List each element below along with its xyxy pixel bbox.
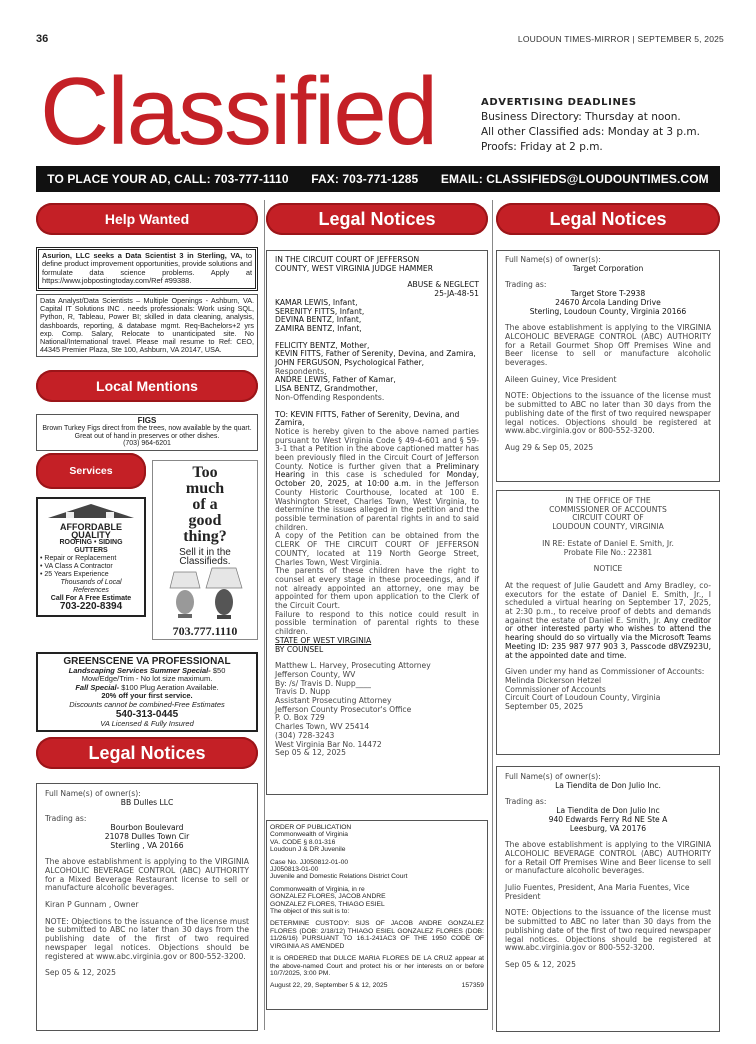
roofing-affordable: AFFORDABLE [60,522,122,532]
order-body: It is ORDERED that DULCE MARIA FLORES DE LA CRUZ appear at the above-named Court and protect his or her interests on or before 10/7/2025, 3:00 PM. [270,955,484,977]
roofing-gutters: GUTTERS [74,547,108,554]
trading-address: 24670 Arcola Landing Drive [555,297,661,307]
advertising-deadlines [481,95,700,155]
notice-signature: Aileen Guiney, Vice President [505,374,617,384]
greenscene-fall-price: $100 Plug Aeration Available. [119,682,219,692]
notice-note: NOTE: Objections to the issuance of the license must be submitted to ABC no later than 30 days from the publishing date of the first of two required newspaper legal notices. Objections should be registered at www.abc.virginia.gov or 800-552-3200. [505,391,711,436]
deadline-line: Proofs: Friday at 2 p.m. [481,141,603,153]
party: SERENITY FITTS, Infant, [275,306,365,316]
estate-signer: Melinda Dickerson Hetzel [505,675,602,685]
case-number: 25-JA-48-51 [434,289,479,299]
estate-court: Circuit Court of Loudoun County, Virginia [505,693,661,703]
party: KEVIN FITTS, Father of Serenity, Devina, and Zamira, [275,349,476,359]
trading-city: Sterling, Loudoun County, Virginia 20166 [529,306,687,316]
signature-line: Matthew L. Harvey, Prosecuting Attorney [275,661,431,671]
column-rule [492,200,493,1030]
greenscene-special: Landscaping Services Summer Special- [68,666,211,675]
order-line: Case No. JJ050812-01-00 [270,858,349,866]
contact-phone[interactable]: TO PLACE YOUR AD, CALL: 703-777-1110 [47,172,289,186]
trading-city: Leesburg, VA 20176 [569,823,647,833]
trading-label: Trading as: [505,280,547,290]
greenscene-line: Mow/Edge/Trim - No lot size maximum. [81,674,213,684]
figs-ad [36,414,258,451]
roofing-bullet: • 25 Years Experience [40,571,109,578]
order-of-publication [266,820,488,1010]
estate-meeting-info: Any creditor or other interested party who wishes to attend the hearing should do so virtually via the Microsoft Teams Meeting ID: 235 987 977 903 3, Passcode d8VZ923U, at the appointed date and time. [505,615,711,660]
notice-to: TO: KEVIN FITTS, Father of Serenity, Devina, and Zamira, [275,409,460,428]
figs-phone: (703) 964-6201 [123,440,171,448]
signature-line: (304) 728-3243 [275,730,335,740]
party: JOHN FERGUSON, Psychological Father, [275,358,425,368]
signature-line: Assistant Prosecuting Attorney [275,696,392,706]
notice-body [275,428,479,532]
party-role: Respondents, [275,366,327,376]
party-role: Non-Offending Respondents. [275,392,385,402]
legal-notices-header: Legal Notices [36,737,258,769]
too-much-line: good [188,512,222,529]
order-line: GONZALEZ FLORES, JACOB ANDRE [270,893,386,901]
greenscene-ad [36,652,258,732]
estate-heading: CIRCUIT COURT OF [572,513,644,523]
estate-signer-title: Commissioner of Accounts [505,684,606,694]
job-ad-asurion [36,247,258,291]
hearing-type: Preliminary Hearing [275,461,479,480]
party: DEVINA BENTZ, Infant, [275,315,362,325]
estate-notice-label: NOTICE [593,564,623,574]
page-number: 36 [36,33,49,45]
trading-address: 21078 Dulles Town Cir [104,831,190,841]
signature-line: P. O. Box 729 [275,713,325,723]
too-much-line: much [185,480,225,497]
roofing-call: Call For A Free Estimate [50,595,132,602]
trading-name: Target Store T-2938 [570,289,646,299]
too-much-sub: Sell it in the [179,547,231,558]
notice-signature: Kiran P Gunnam , Owner [45,900,139,910]
order-line: Commonwealth of Virginia, in re [270,885,365,893]
estate-notice-smith [496,490,720,755]
estate-heading: LOUDOUN COUNTY, VIRGINIA [552,522,664,532]
too-much-line: Too [192,464,218,481]
body-text: in this case is scheduled for [304,470,447,480]
job-ad-title: Asurion, LLC seeks a Data Scientist 3 in Sterling, VA, [42,251,243,260]
party: LISA BENTZ, Grandmother, [275,384,378,394]
roofing-phone: 703-220-8394 [59,601,123,612]
party: ANDRE LEWIS, Father of Kamar, [275,375,396,385]
order-line: Juvenile and Domestic Relations District Court [270,873,408,881]
deadlines-heading: ADVERTISING DEADLINES [481,97,637,108]
state-label: STATE OF WEST VIRGINIA [275,635,372,645]
figs-body: Brown Turkey Figs direct from the trees, now available by the quart. Great out of hand in preserves or other dishes. [42,424,252,440]
roofing-ad [36,497,146,617]
roofing-bullet: • Repair or Replacement [40,555,117,562]
notice-body: The above establishment is applying to the VIRGINIA ALCOHOLIC BEVERAGE CONTROL (ABC) AUTHORITY for a Retail Off Premises Wine and Beer license to sell or manufacture alcoholic beverages. [505,840,711,876]
greenscene-discount: 20% off your first service. [101,691,193,701]
order-line: VA. CODE § 8.01-316 [270,838,336,846]
trading-name: Bourbon Boulevard [110,823,184,833]
roofing-quality: QUALITY [71,530,111,540]
estate-heading: COMMISSIONER OF ACCOUNTS [549,504,667,514]
signature-line: Charles Town, WV 25414 [275,722,370,732]
party: FELICITY BENTZ, Mother, [275,340,370,350]
running-head: LOUDOUN TIMES-MIRROR | SEPTEMBER 5, 2025 [517,34,724,44]
signature-line: Jefferson County Prosecutor's Office [275,704,412,714]
job-ad-body: to define product improvement opportunities, provide solutions and formulate data science problems. Apply at https://www.jobpostingtoday.com/Ref #99388. [42,251,252,286]
roofing-services: ROOFING • SIDING [59,539,123,546]
order-line: ORDER OF PUBLICATION [270,824,352,831]
too-much-line: thing? [183,528,227,545]
estate-given: Given under my hand as Commissioner of Accounts: [505,667,705,677]
deadline-line: Business Directory: Thursday at noon. [481,111,681,123]
body-text: Notice is hereby given to the above named parties pursuant to West Virginia Code § 49-4-601 and § 59-3-1 that a Petition in the above captioned matter has been previously filed in the Circuit Court of Jefferson County. Notice is further given that a [275,426,479,471]
notice-body: Failure to respond to this notice could result in possible termination of parental rights to these children. [275,609,479,637]
greenscene-line: Discounts cannot be combined-Free Estimates [69,699,225,709]
owner-label: Full Name(s) of owner(s): [505,255,601,264]
trading-name: La Tiendita de Don Julio Inc [556,806,660,816]
local-mentions-header: Local Mentions [36,370,258,402]
job-ad-capital-it [36,294,258,357]
notice-body: The above establishment is applying to the VIRGINIA ALCOHOLIC BEVERAGE CONTROL (ABC) AUTHORITY for a Retail Gourmet Shop Off Premises Wine and Beer license to sell or manufacture alcoholic beverages. [505,323,711,368]
order-dates: August 22, 29, September 5 & 12, 2025 [270,982,388,990]
estate-date: September 05, 2025 [505,702,584,712]
trading-label: Trading as: [505,797,547,807]
too-much-ad [152,460,258,640]
contact-bar [36,166,720,192]
abc-notice-target [496,250,720,482]
greenscene-title: GREENSCENE VA PROFESSIONAL [63,656,231,667]
greenscene-fall: Fall Special- [75,682,120,692]
court-heading: COUNTY, WEST VIRGINIA JUDGE HAMMER [275,263,433,273]
trading-label: Trading as: [45,814,87,824]
counsel-label: BY COUNSEL [275,644,324,654]
notice-body: A copy of the Petition can be obtained from the CLERK OF THE CIRCUIT COURT OF JEFFERSON COUNTY, located at 119 North George Street, Charles Town, West Virginia. [275,531,479,567]
owner-label: Full Name(s) of owner(s): [45,789,141,798]
court-heading: IN THE CIRCUIT COURT OF JEFFERSON [275,255,420,264]
lamps-icon [160,566,250,624]
too-much-phone: 703.777.1110 [172,623,238,638]
contact-fax: FAX: 703-771-1285 [311,172,419,186]
trading-city: Sterling , VA 20166 [110,840,184,850]
abc-notice-la-tiendita [496,766,720,1032]
too-much-line: of a [192,496,218,513]
job-ad-body: Data Analyst/Data Scientists – Multiple Openings - Ashburn, VA. Capital IT Solutions INC . needs professionals: Work using SQL, Python, R, Tableau, Power BI; skilled in data cleaning, analysis, dashboards, reporting, & database mgmt. Req-Bachelors+2 yrs exp. Comp. Salary, Relocate to unanticipated site. No National/International travel. Please mail resume to Ref: CEO, 44345 Premier Plaza, Ste 100, Ashburn, VA 20147, USA. [40,296,254,355]
estate-heading: IN THE OFFICE OF THE [565,496,651,505]
greenscene-price: $50 [210,666,226,675]
roofing-refs: References [73,587,109,594]
estate-file: Probate File No.: 22381 [563,547,653,557]
estate-body [505,582,711,660]
greenscene-phone: 540-313-0445 [115,709,179,721]
case-type: ABUSE & NEGLECT [407,280,479,290]
greenscene-licensed: VA Licensed & Fully Insured [100,719,194,729]
notice-note: NOTE: Objections to the issuance of the license must be submitted to ABC no later than 30 days from the publishing date of the first of two required newspaper legal notices. Objections should be registered at www.abc.virginia.gov or 800-552-3200. [45,916,249,961]
contact-email[interactable]: EMAIL: CLASSIFIEDS@LOUDOUNTIMES.COM [440,172,709,186]
body-text: At the request of Julie Gaudett and Amy Bradley, co-executors for the estate of Daniel E. Smith, Jr., I scheduled a virtual hearing on September 17, 2025, at 2:30 p.m., to receive proof of debts and demands against the estate of Daniel E. Smith, Jr. [505,580,711,625]
notice-body: The above establishment is applying to the VIRGINIA ALCOHOLIC BEVERAGE CONTROL (ABC) AUTHORITY for a Mixed Beverage Restaurant license to sell or manufacture alcoholic beverages. [45,857,249,893]
too-much-sub: Classifieds. [179,555,231,567]
owner-name: BB Dulles LLC [120,797,174,807]
roofing-bullet: • VA Class A Contractor [40,563,113,570]
notice-note: NOTE: Objections to the issuance of the license must be submitted to ABC no later than 30 days from the publishing date of the first of two required newspaper legal notices. Objections should be registered at www.abc.virginia.gov or 800-552-3200. [505,908,711,953]
column-rule [264,200,265,1030]
estate-re: IN RE: Estate of Daniel E. Smith, Jr. [542,538,674,548]
notice-dates: Sep 05 & 12, 2025 [275,748,346,758]
order-ref: 157359 [461,982,484,990]
legal-notices-header: Legal Notices [496,203,720,235]
party: KAMAR LEWIS, Infant, [275,297,358,307]
legal-notices-header: Legal Notices [266,203,488,235]
notice-dates: Sep 05 & 12, 2025 [505,959,576,969]
help-wanted-header: Help Wanted [36,203,258,235]
order-line: JJ050813-01-00 [270,866,319,874]
abc-notice-bb-dulles [36,783,258,1031]
hearing-date: Monday, October 20, 2025, at 10:00 a.m. [275,470,479,489]
figs-title: FIGS [137,416,157,425]
order-line: GONZALEZ FLORES, THIAGO ESIEL [270,900,385,908]
deadline-line: All other Classified ads: Monday at 3 p.m. [481,126,700,138]
masthead-title: Classified [40,58,437,165]
notice-signature: Julio Fuentes, President, Ana Maria Fuentes, Vice President [505,883,690,901]
signature-line: West Virginia Bar No. 14472 [275,739,382,749]
order-line: Loudoun J & DR Juvenile [270,846,346,854]
services-header: Services [36,453,146,489]
party: ZAMIRA BENTZ, Infant, [275,323,362,333]
signature-line: Jefferson County, WV [275,669,356,679]
roofing-refs: Thousands of Local [60,579,122,586]
notice-body: The parents of these children have the right to counsel at every stage in these proceedings, and if not already appointed an attorney, one may be appointed for them upon application to the Clerk of the Circuit Court. [275,566,479,611]
notice-dates: Aug 29 & Sep 05, 2025 [505,442,594,452]
order-line: Commonwealth of Virginia [270,831,348,839]
trading-address: 940 Edwards Ferry Rd NE Ste A [548,814,668,824]
signature-line: Travis D. Nupp [275,687,331,697]
owner-name: Target Corporation [572,263,644,273]
roof-icon [46,502,136,520]
notice-dates: Sep 05 & 12, 2025 [45,968,116,978]
court-notice-jefferson [266,250,488,795]
owner-label: Full Name(s) of owner(s): [505,772,601,781]
body-text: in the Jefferson County Historic Courthouse, located at 100 E. Washington Street, Charles Town, West Virginia, to determine the issues alleged in the petition and the possible termination of parental rights in and to said children. [275,479,479,532]
order-body: DETERMINE CUSTODY: SIJS OF JACOB ANDRE GONZALEZ FLORES (DOB: 2/18/12) THIAGO ESIEL GONZALEZ FLORES (DOB: 11/26/16) PURSUANT TO 16.1-241AC3 OF THE 1950 CODE OF VIRGINIA AS AMENDED [270,920,484,950]
order-line: The object of this suit is to: [270,908,350,916]
signature-line: By: /s/ Travis D. Nupp____ [275,678,371,688]
owner-name: La Tiendita de Don Julio Inc. [555,780,661,790]
